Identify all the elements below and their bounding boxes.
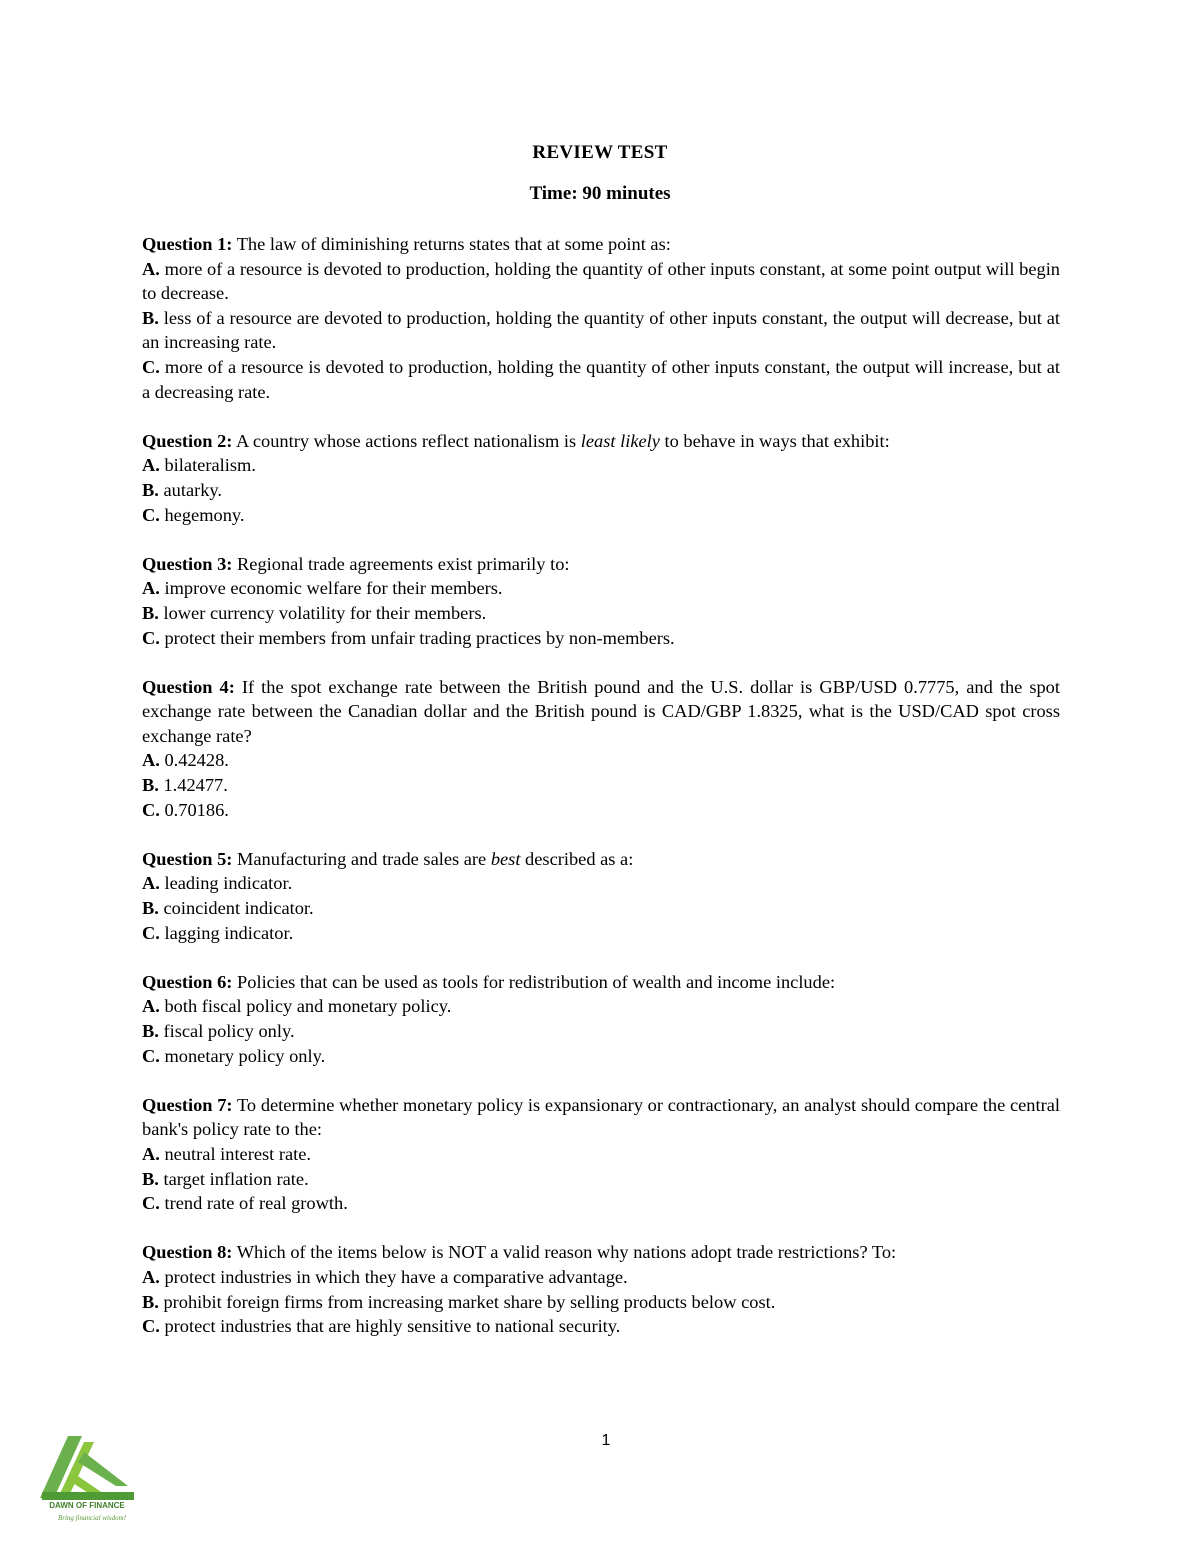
question-stem <box>142 675 1060 749</box>
option-letter: A. <box>142 1143 160 1164</box>
option-letter: A. <box>142 578 160 599</box>
option-letter: B. <box>142 479 159 500</box>
answer-option <box>142 576 1060 601</box>
answer-option <box>142 306 1060 355</box>
answer-option <box>142 1167 1060 1192</box>
option-letter: B. <box>142 1291 159 1312</box>
option-text: trend rate of real growth. <box>159 1193 348 1214</box>
answer-option <box>142 626 1060 651</box>
question-label: Question 4: <box>142 676 235 697</box>
option-text: fiscal policy only. <box>158 1021 295 1041</box>
answer-option <box>142 1314 1060 1339</box>
question-label: Question 8: <box>142 1242 233 1263</box>
question-label: Question 1: <box>142 234 233 254</box>
option-letter: B. <box>142 307 159 328</box>
option-letter: A. <box>142 750 160 771</box>
question-text: If the spot exchange rate between the British pound and the U.S. dollar is GBP/USD 0.7775, and the spot exchange rate between the Canadian dollar and the British pound is CAD/GBP 1.8325, what is the USD/CAD spot cross exchange rate? <box>142 676 1060 746</box>
option-text: 0.70186. <box>159 799 229 820</box>
answer-option <box>142 896 1060 921</box>
question-label: Question 5: <box>142 848 233 869</box>
option-text: bilateralism. <box>159 455 256 476</box>
emphasis-text: best <box>490 848 521 869</box>
answer-option <box>142 798 1060 823</box>
option-letter: B. <box>142 602 159 623</box>
answer-option <box>142 994 1060 1019</box>
option-text: monetary policy only. <box>159 1045 326 1066</box>
option-letter: B. <box>142 1021 159 1041</box>
option-text: both fiscal policy and monetary policy. <box>159 996 452 1017</box>
option-text: improve economic welfare for their members. <box>159 578 503 599</box>
option-text: lower currency volatility for their members. <box>158 602 487 623</box>
question-stem <box>142 429 1060 454</box>
question-stem <box>142 552 1060 577</box>
option-text: 0.42428. <box>159 750 229 771</box>
option-letter: B. <box>142 1168 159 1189</box>
time-limit: Time: 90 minutes <box>529 183 671 204</box>
option-text: coincident indicator. <box>158 898 314 919</box>
option-text: hegemony. <box>159 504 245 525</box>
answer-option <box>142 1044 1060 1069</box>
answer-option <box>142 921 1060 946</box>
option-letter: C. <box>142 356 160 377</box>
question-block <box>142 552 1060 650</box>
page-title: REVIEW TEST <box>532 142 668 163</box>
question-block <box>142 970 1060 1068</box>
option-text: target inflation rate. <box>158 1168 309 1189</box>
question-block <box>142 675 1060 823</box>
answer-option <box>142 257 1060 306</box>
question-block <box>142 232 1060 404</box>
option-letter: B. <box>142 898 159 919</box>
question-text: Which of the items below is NOT a valid reason why nations adopt trade restrictions? To: <box>232 1242 897 1263</box>
option-text: more of a resource is devoted to production, holding the quantity of other inputs constant, at some point output will begin to decrease. <box>142 258 1060 304</box>
option-letter: A. <box>142 258 160 279</box>
option-text: protect industries that are highly sensitive to national security. <box>159 1316 621 1337</box>
option-letter: A. <box>142 873 160 894</box>
question-label: Question 6: <box>142 971 233 992</box>
answer-option <box>142 773 1060 798</box>
answer-option <box>142 871 1060 896</box>
option-letter: C. <box>142 504 160 525</box>
question-stem <box>142 232 1060 257</box>
question-text: Manufacturing and trade sales are <box>232 848 491 869</box>
option-text: more of a resource is devoted to production, holding the quantity of other inputs constant, the output will increase, but at a decreasing rate. <box>142 356 1060 402</box>
question-stem <box>142 1093 1060 1142</box>
question-block <box>142 1240 1060 1338</box>
option-letter: B. <box>142 775 159 796</box>
question-text: A country whose actions reflect nationalism is <box>232 430 581 451</box>
option-text: protect their members from unfair trading practices by non-members. <box>159 627 675 648</box>
answer-option <box>142 1142 1060 1167</box>
option-text: leading indicator. <box>159 873 293 894</box>
option-text: prohibit foreign firms from increasing market share by selling products below cost. <box>158 1291 776 1312</box>
question-text: Regional trade agreements exist primarily to: <box>232 553 570 574</box>
logo-tagline: Bring financial wisdom! <box>57 1514 127 1522</box>
option-letter: A. <box>142 1266 160 1287</box>
emphasis-text: least likely <box>580 430 660 451</box>
page-number: 1 <box>601 1432 611 1449</box>
answer-option <box>142 748 1060 773</box>
answer-option <box>142 478 1060 503</box>
questions-list <box>142 232 1060 1363</box>
question-text: The law of diminishing returns states that at some point as: <box>232 234 671 254</box>
question-text: described as a: <box>520 848 634 869</box>
question-stem <box>142 1240 1060 1265</box>
option-text: protect industries in which they have a comparative advantage. <box>159 1266 628 1287</box>
question-text: to behave in ways that exhibit: <box>659 430 890 451</box>
question-text: To determine whether monetary policy is expansionary or contractionary, an analyst should compare the central bank's policy rate to the: <box>142 1094 1060 1140</box>
option-text: autarky. <box>158 479 223 500</box>
answer-option <box>142 453 1060 478</box>
answer-option <box>142 1019 1060 1044</box>
option-text: neutral interest rate. <box>159 1143 312 1164</box>
question-block <box>142 429 1060 527</box>
answer-option <box>142 1290 1060 1315</box>
question-stem <box>142 847 1060 872</box>
option-letter: C. <box>142 1193 160 1214</box>
option-text: 1.42477. <box>158 775 228 796</box>
option-letter: A. <box>142 455 160 476</box>
question-block <box>142 1093 1060 1216</box>
option-letter: C. <box>142 922 160 943</box>
question-text: Policies that can be used as tools for redistribution of wealth and income include: <box>232 971 836 992</box>
logo-text: DAWN OF FINANCE <box>49 1501 125 1510</box>
option-letter: C. <box>142 799 160 820</box>
option-letter: A. <box>142 996 160 1017</box>
option-letter: C. <box>142 1045 160 1066</box>
answer-option <box>142 1191 1060 1216</box>
question-stem <box>142 970 1060 995</box>
option-text: less of a resource are devoted to production, holding the quantity of other inputs constant, the output will decrease, but at an increasing rate. <box>142 307 1060 353</box>
option-letter: C. <box>142 627 160 648</box>
option-letter: C. <box>142 1316 160 1337</box>
answer-option <box>142 503 1060 528</box>
option-text: lagging indicator. <box>159 922 294 943</box>
answer-option <box>142 601 1060 626</box>
answer-option <box>142 355 1060 404</box>
question-label: Question 2: <box>142 430 233 451</box>
answer-option <box>142 1265 1060 1290</box>
question-block <box>142 847 1060 945</box>
question-label: Question 3: <box>142 553 233 574</box>
question-label: Question 7: <box>142 1094 233 1115</box>
